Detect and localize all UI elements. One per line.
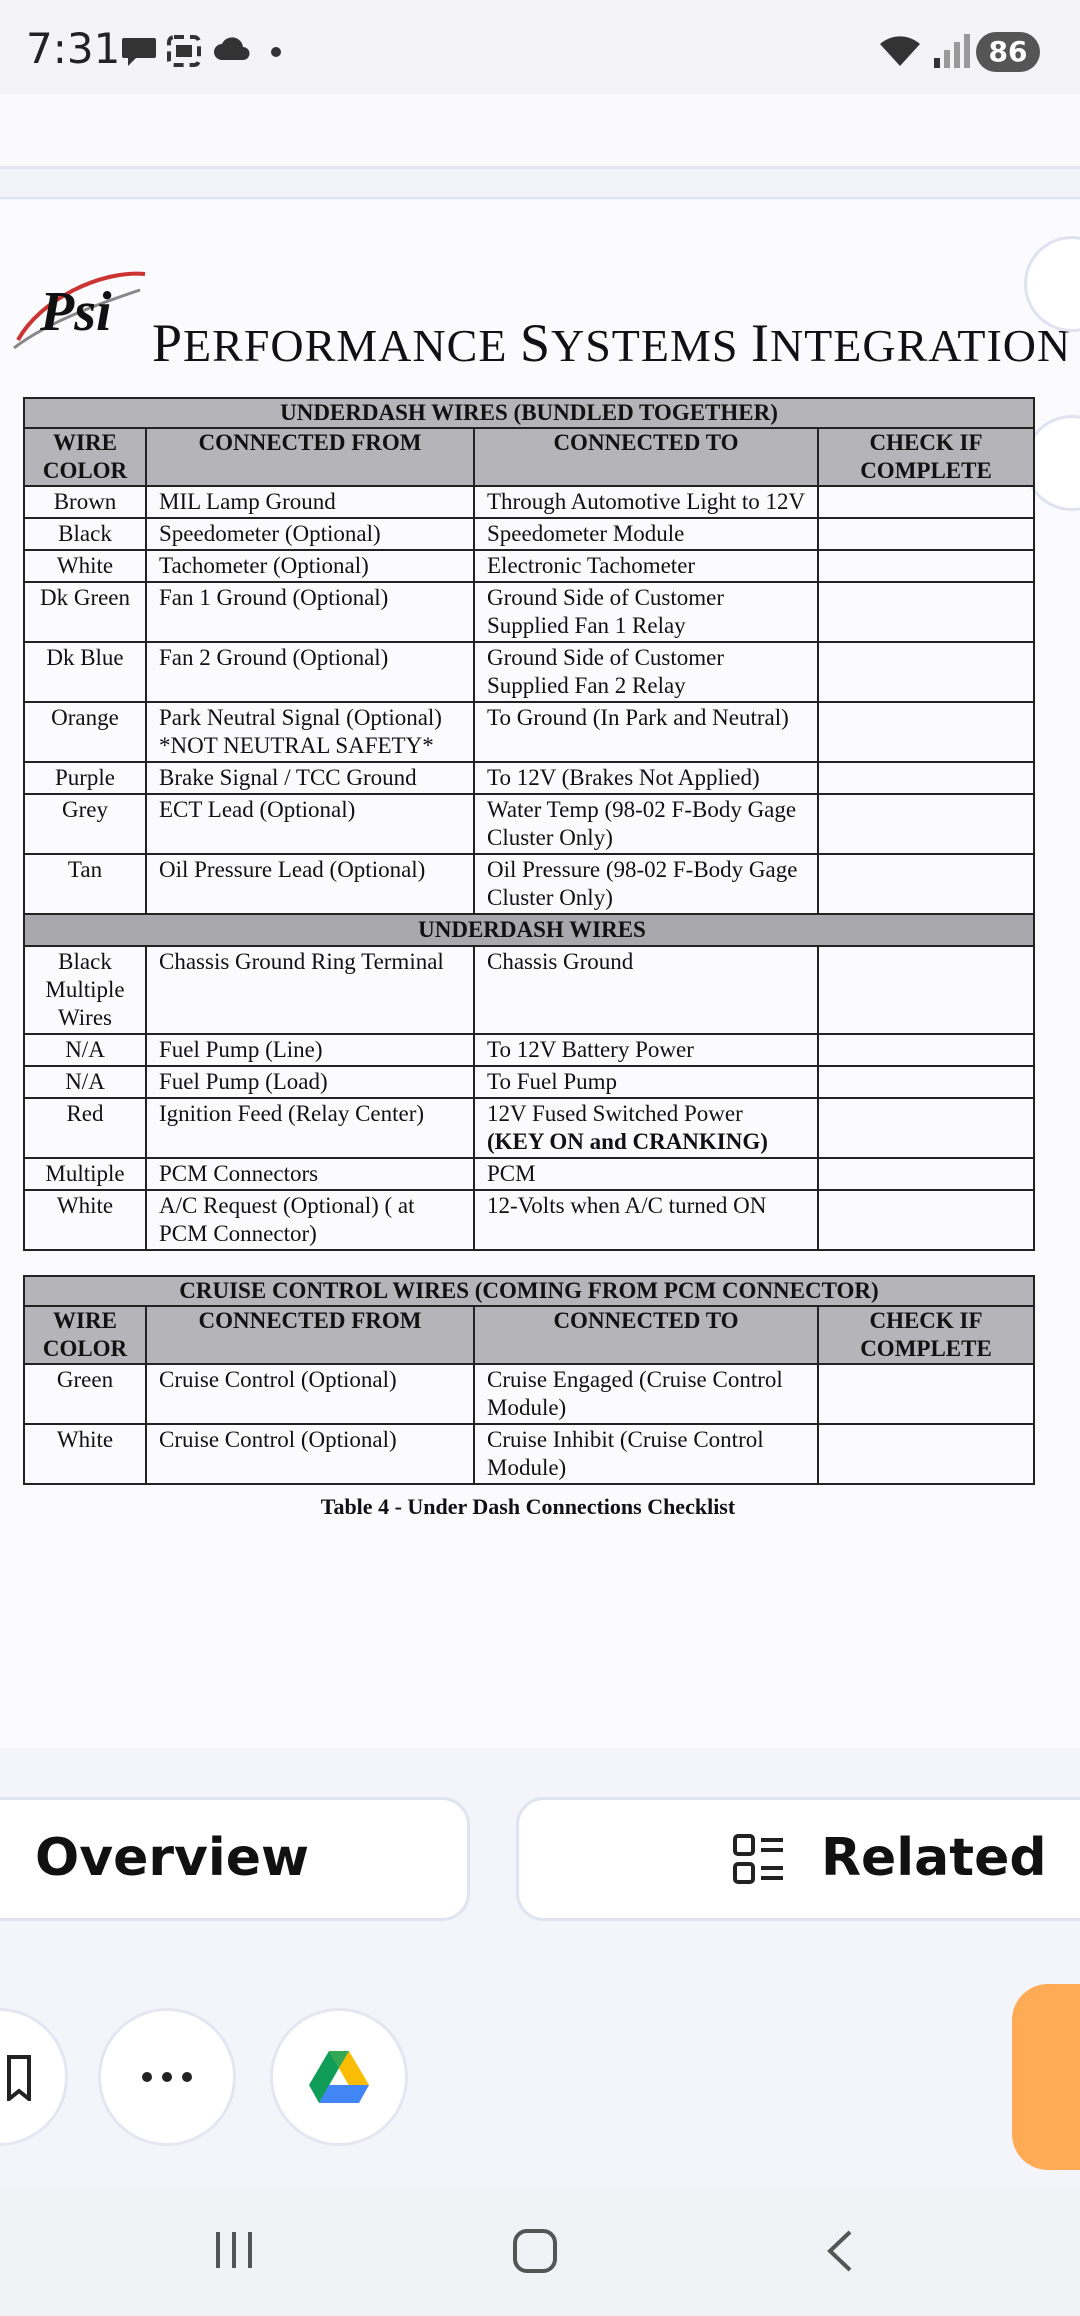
back-icon[interactable] [824,2230,854,2272]
dot-icon [270,46,282,58]
check-complete-cell[interactable] [818,946,1034,1034]
wire-color-cell: N/A [24,1034,146,1066]
wire-color-cell: Red [24,1098,146,1158]
check-complete-cell[interactable] [818,794,1034,854]
wire-color-cell: Tan [24,854,146,914]
check-complete-cell[interactable] [818,486,1034,518]
table-row [24,1098,1034,1158]
check-complete-cell[interactable] [818,550,1034,582]
underdash-table [23,397,1035,1251]
signal-icon [932,32,972,70]
bookmark-icon [7,2055,31,2101]
connected-to-cell: To 12V Battery Power [474,1034,818,1066]
google-drive-button[interactable] [270,2008,408,2146]
table-row [24,762,1034,794]
clock: 7:31 [26,24,121,73]
col-header: WIRE COLOR [24,428,146,486]
connected-from-cell: Cruise Control (Optional) [146,1364,474,1424]
connected-to-cell: Ground Side of Customer Supplied Fan 2 Relay [474,642,818,702]
table-row [24,486,1034,518]
wire-color-cell: White [24,550,146,582]
more-button[interactable] [98,2008,236,2146]
wifi-icon [878,32,922,68]
check-complete-cell[interactable] [818,642,1034,702]
connected-from-cell: A/C Request (Optional) ( at PCM Connector) [146,1190,474,1250]
wire-color-cell: Dk Green [24,582,146,642]
tab-overview[interactable] [0,1797,470,1921]
wire-color-cell: Purple [24,762,146,794]
divider-band [0,171,1080,199]
check-complete-cell[interactable] [818,518,1034,550]
wire-color-cell: Black Multiple Wires [24,946,146,1034]
col-header: CONNECTED TO [474,428,818,486]
check-complete-cell[interactable] [818,1364,1034,1424]
connected-to-cell: 12-Volts when A/C turned ON [474,1190,818,1250]
battery-indicator: 86 [976,32,1040,72]
document-page [0,200,1080,1748]
table-row [24,1364,1034,1424]
connected-to-cell: To Fuel Pump [474,1066,818,1098]
wire-color-cell: N/A [24,1066,146,1098]
check-complete-cell[interactable] [818,1034,1034,1066]
table-row [24,794,1034,854]
psi-logo [10,260,150,360]
connected-from-cell: Fuel Pump (Load) [146,1066,474,1098]
connected-from-cell: Fuel Pump (Line) [146,1034,474,1066]
table-row [24,518,1034,550]
col-header: WIRE COLOR [24,1306,146,1364]
table-title: CRUISE CONTROL WIRES (COMING FROM PCM CONNECTOR) [24,1276,1034,1306]
home-icon[interactable] [512,2228,558,2274]
toolbar-band [0,94,1080,169]
table-caption: Table 4 - Under Dash Connections Checklist [320,1494,736,1519]
connected-to-cell: To Ground (In Park and Neutral) [474,702,818,762]
connected-from-cell: Fan 2 Ground (Optional) [146,642,474,702]
connected-from-cell: Ignition Feed (Relay Center) [146,1098,474,1158]
connected-to-cell: Water Temp (98-02 F-Body Gage Cluster Only) [474,794,818,854]
connected-from-cell: Speedometer (Optional) [146,518,474,550]
check-complete-cell[interactable] [818,1190,1034,1250]
table-row [24,1424,1034,1484]
tab-related-label: Related [821,1828,1047,1888]
more-icon [141,2071,193,2083]
section-title: UNDERDASH WIRES [24,914,1034,946]
chat-icon [120,34,158,68]
bookmark-button[interactable] [0,2008,68,2146]
connected-to-cell: To 12V (Brakes Not Applied) [474,762,818,794]
connected-from-cell: PCM Connectors [146,1158,474,1190]
cloud-icon [212,34,252,64]
col-header: CONNECTED FROM [146,1306,474,1364]
wire-color-cell: Brown [24,486,146,518]
col-header: CONNECTED FROM [146,428,474,486]
col-header: CONNECTED TO [474,1306,818,1364]
connected-from-cell: Oil Pressure Lead (Optional) [146,854,474,914]
brand-heading: PERFORMANCE SYSTEMS INTEGRATION [152,313,1072,373]
tab-related[interactable] [516,1797,1080,1921]
check-complete-cell[interactable] [818,702,1034,762]
table-row [24,1158,1034,1190]
table-row [24,946,1034,1034]
col-header: CHECK IF COMPLETE [818,1306,1034,1364]
wire-color-cell: White [24,1424,146,1484]
wire-color-cell: Black [24,518,146,550]
table-title: UNDERDASH WIRES (BUNDLED TOGETHER) [24,398,1034,428]
connected-from-cell: Brake Signal / TCC Ground [146,762,474,794]
table-row [24,1066,1034,1098]
cruise-control-table [23,1275,1035,1485]
connected-from-cell: Tachometer (Optional) [146,550,474,582]
col-header: CHECK IF COMPLETE [818,428,1034,486]
table-row [24,582,1034,642]
wire-color-cell: Green [24,1364,146,1424]
svg-text:Psi: Psi [40,281,112,343]
table-row [24,1034,1034,1066]
wire-color-cell: Multiple [24,1158,146,1190]
google-drive-icon [309,2051,369,2103]
table-row [24,550,1034,582]
connected-to-cell: Through Automotive Light to 12V [474,486,818,518]
status-bar [0,0,1080,94]
connected-to-cell: PCM [474,1158,818,1190]
table-row [24,642,1034,702]
recents-icon[interactable] [212,2230,256,2270]
connected-to-cell: Ground Side of Customer Supplied Fan 1 Relay [474,582,818,642]
connected-to-cell: Chassis Ground [474,946,818,1034]
table-row [24,1190,1034,1250]
wire-color-cell: Grey [24,794,146,854]
connected-from-cell: Fan 1 Ground (Optional) [146,582,474,642]
fab-button[interactable] [1012,1984,1080,2170]
wire-color-cell: White [24,1190,146,1250]
connected-from-cell: Cruise Control (Optional) [146,1424,474,1484]
tab-overview-label: Overview [35,1828,310,1888]
check-complete-cell[interactable] [818,1098,1034,1158]
table-row [24,702,1034,762]
connected-to-cell: 12V Fused Switched Power (KEY ON and CRANKING) [474,1098,818,1158]
wire-color-cell: Orange [24,702,146,762]
connected-to-cell: Cruise Engaged (Cruise Control Module) [474,1364,818,1424]
check-complete-cell[interactable] [818,1424,1034,1484]
check-complete-cell[interactable] [818,762,1034,794]
check-complete-cell[interactable] [818,854,1034,914]
check-complete-cell[interactable] [818,1066,1034,1098]
connected-from-cell: Park Neutral Signal (Optional) *NOT NEUTRAL SAFETY* [146,702,474,762]
connected-to-cell: Electronic Tachometer [474,550,818,582]
bold-note: (KEY ON and CRANKING) [487,1129,768,1154]
navigation-bar [0,2190,1080,2316]
table-row [24,854,1034,914]
check-complete-cell[interactable] [818,582,1034,642]
screenshot-icon [166,34,202,68]
list-icon [733,1834,785,1886]
connected-to-cell: Speedometer Module [474,518,818,550]
connected-to-cell: Oil Pressure (98-02 F-Body Gage Cluster Only) [474,854,818,914]
connected-from-cell: MIL Lamp Ground [146,486,474,518]
connected-from-cell: ECT Lead (Optional) [146,794,474,854]
check-complete-cell[interactable] [818,1158,1034,1190]
wire-color-cell: Dk Blue [24,642,146,702]
connected-to-cell: Cruise Inhibit (Cruise Control Module) [474,1424,818,1484]
connected-from-cell: Chassis Ground Ring Terminal [146,946,474,1034]
